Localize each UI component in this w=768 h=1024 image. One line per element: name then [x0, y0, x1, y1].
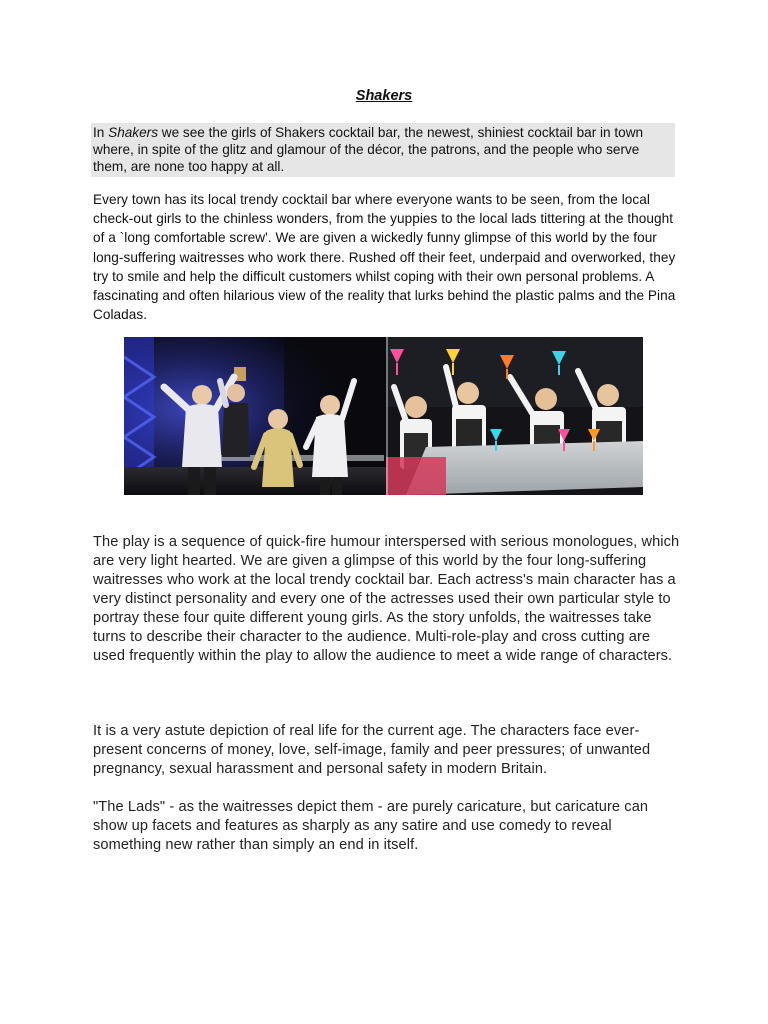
paragraph-4: "The Lads" - as the waitresses depict them - are purely caricature, but caricature can show up facets and features as sharply as any satire and use comedy to reveal something new rather than simply an end in itself.: [93, 799, 649, 853]
intro-rest: we see the girls of Shakers cocktail bar, the newest, shiniest cocktail bar in town where, in spite of the glitz and glamour of the décor, the patrons, and the people who serve them, are none too happy at all.: [93, 125, 644, 174]
waitresses-toast-photo: [386, 337, 643, 495]
document-title: Shakers: [355, 88, 413, 104]
intro-prefix: In: [93, 125, 109, 140]
production-photo: [124, 337, 643, 495]
intro-italic-title: Shakers: [108, 125, 158, 140]
intro-paragraph: [91, 123, 675, 177]
paragraph-1: Every town has its local trendy cocktail bar where everyone wants to be seen, from the local check-out girls to the chinless wonders, from the yuppies to the local lads tittering at the thought of a `long comfortable screw'. We are given a wickedly funny glimpse of this world by the four long-suffering waitresses who work there. Rushed off their feet, underpaid and overworked, they try to smile and help the difficult customers whilst coping with their own personal problems. A fascinating and often hilarious view of the reality that lurks behind the plastic palms and the Pina Coladas.: [93, 192, 676, 323]
paragraph-2: The play is a sequence of quick-fire humour interspersed with serious monologues, which are very light hearted. We are given a glimpse of this world by the four long-suffering waitresses who work at the local trendy cocktail bar. Each actress's main character has a very distinct personality and every one of the actresses used their own particular style to portray these four quite different young girls. As the story unfolds, the waitresses take turns to describe their character to the audience. Multi-role-play and cross cutting are used frequently within the play to allow the audience to meet a wide range of characters.: [93, 534, 680, 664]
stage-performance-photo: [124, 337, 386, 495]
paragraph-3: It is a very astute depiction of real life for the current age. The characters face ever-present concerns of money, love, self-image, family and peer pressures; of unwanted pregnancy, sexual harassment and personal safety in modern Britain.: [93, 723, 651, 777]
